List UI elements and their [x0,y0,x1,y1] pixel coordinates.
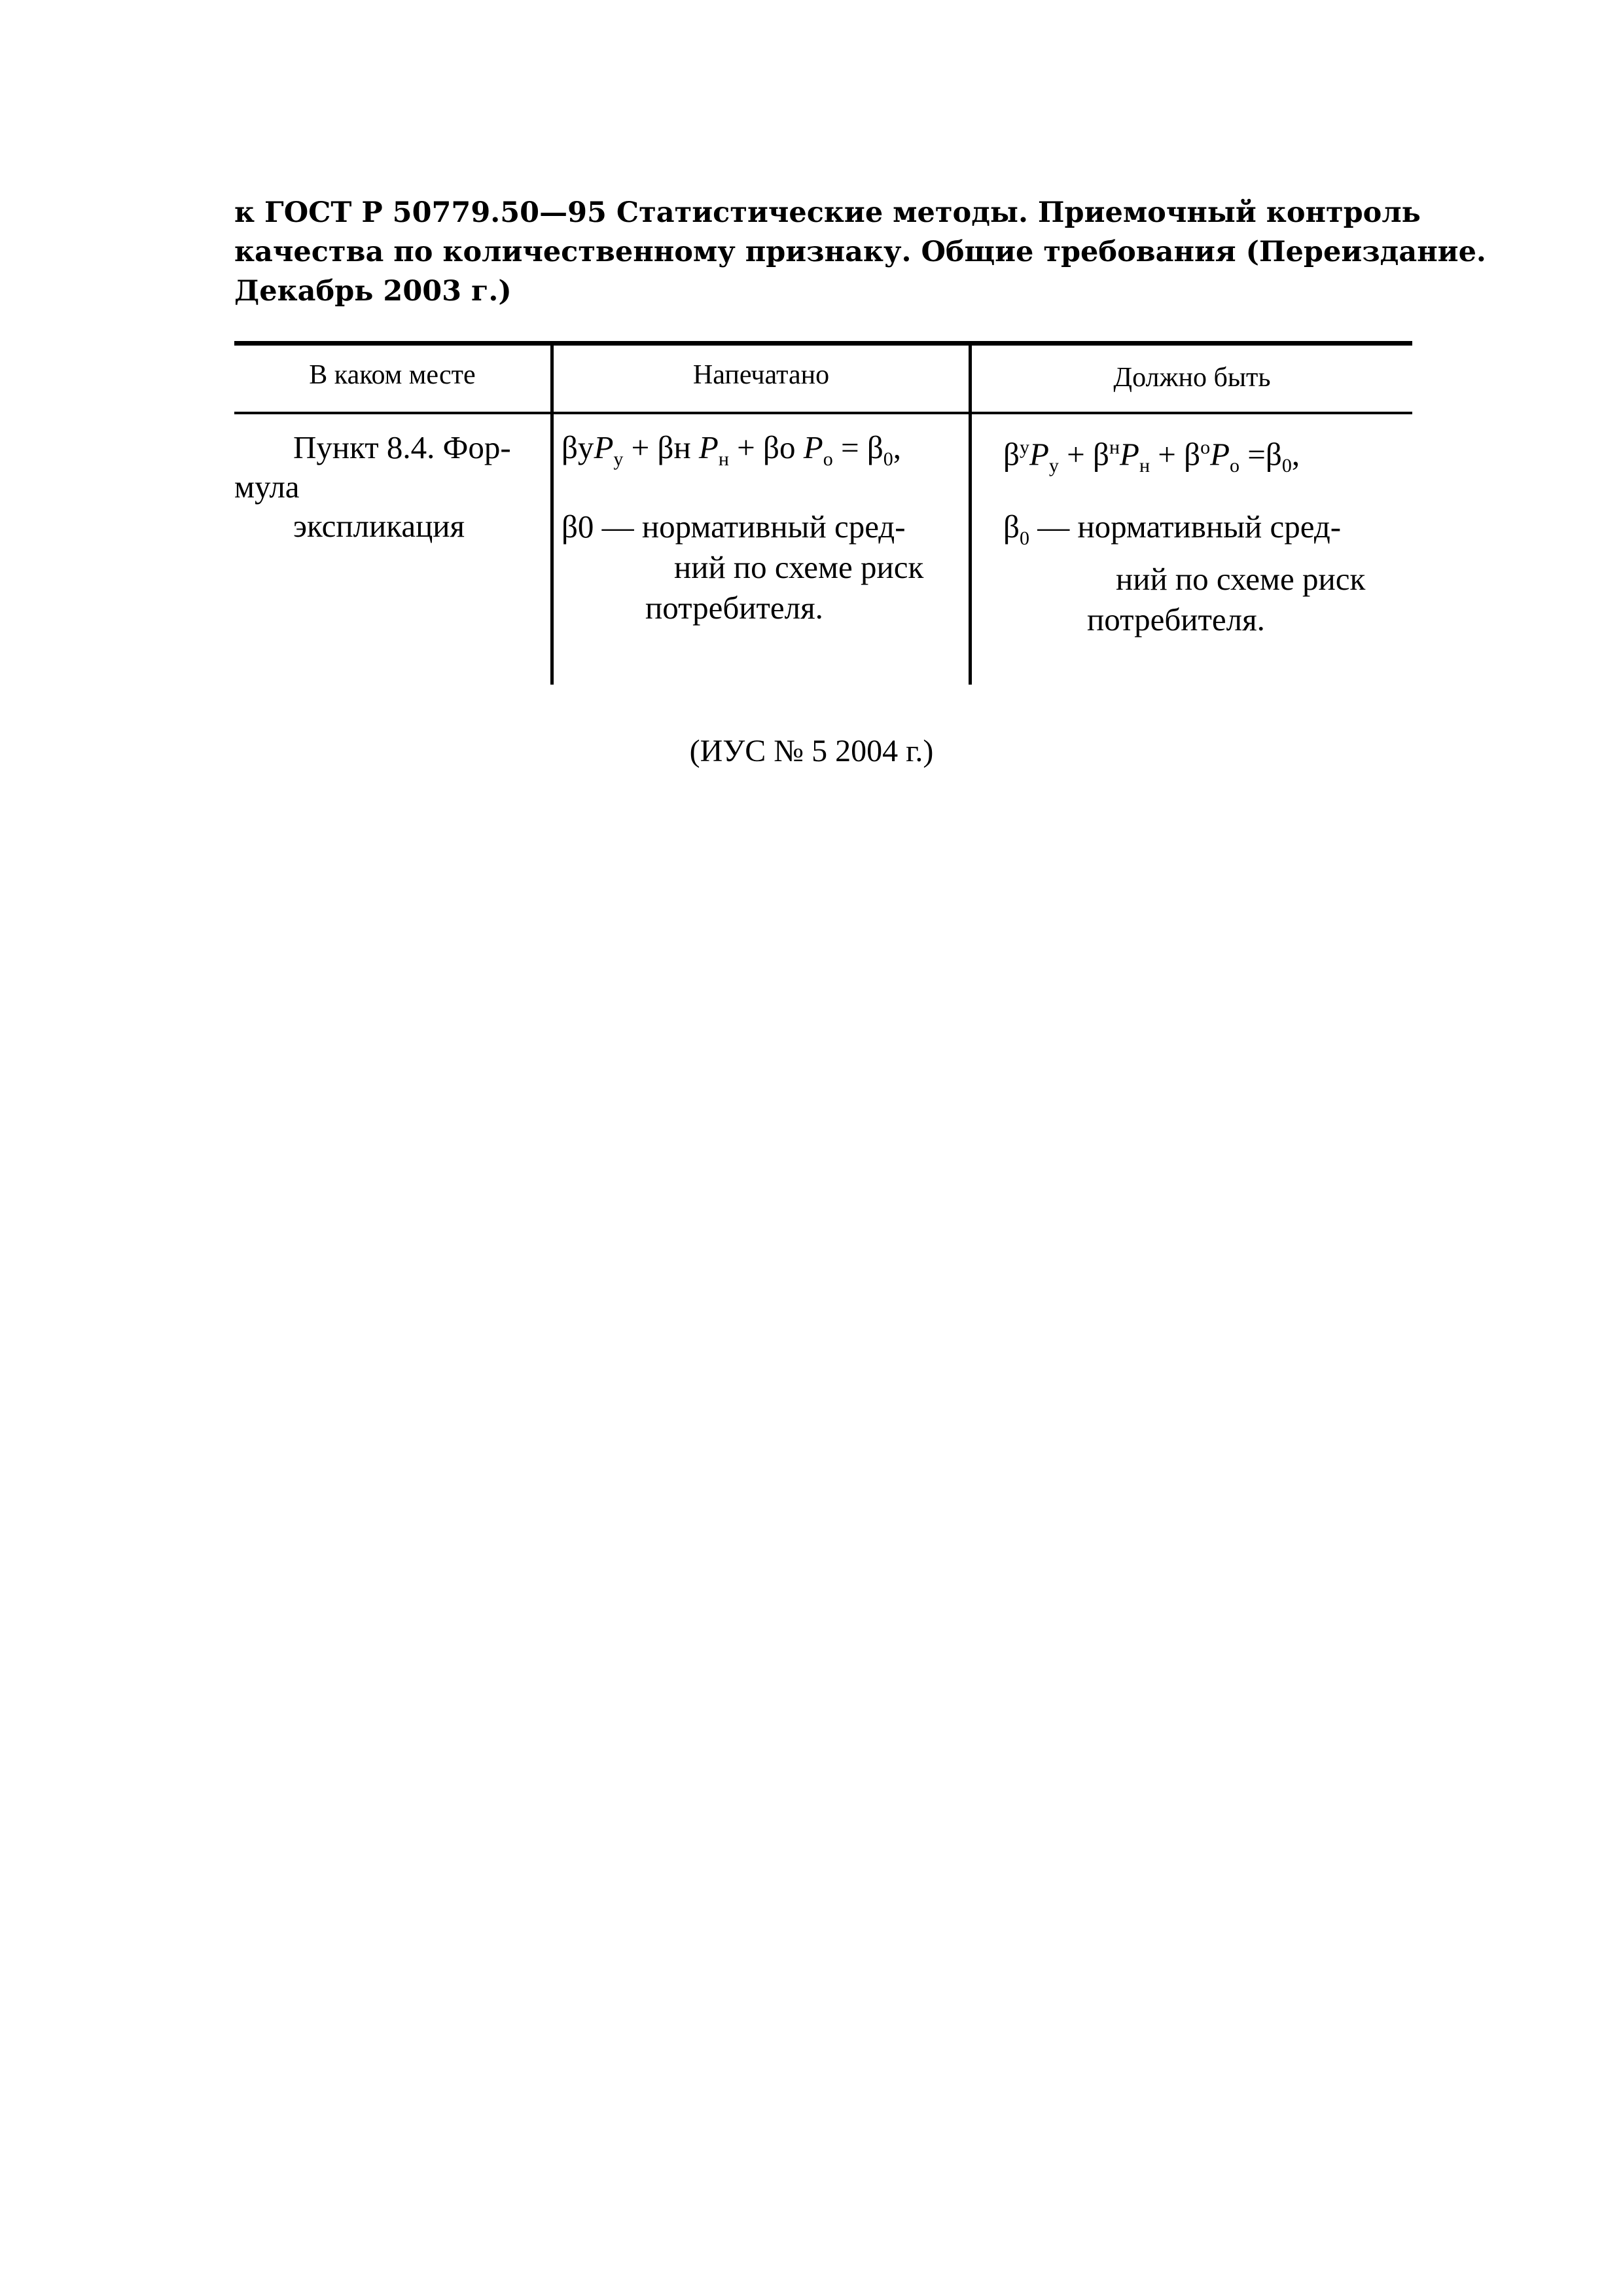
correct-expl-line-2: ний по схеме риск [1116,560,1366,597]
table-top-rule [234,341,1412,346]
correct-expl-line-1: $\beta_0$ — нормативный сред- [1003,509,1342,549]
header-printed: Напечатано [692,360,830,390]
printed-explication [562,507,923,628]
printed-expl-line-1: β0 — нормативный сред- [562,509,906,545]
title-line-3: Декабрь 2003 г.) [234,275,512,308]
document-title [234,193,1486,311]
printed-formula: βуP$_у$ + βн $P_н + \beta о$ $P_о = \beta_0$, [562,429,902,470]
header-correct: Должно быть [1113,363,1271,393]
location-line-1: Пункт 8.4. Фор- [293,429,511,465]
correct-formula: $\beta^уP_у + \beta^нP_н + \beta^оP_о =\beta_0$, [1003,436,1300,477]
title-line-2: качества по количественному признаку. Общие требования (Переиздание. [234,236,1486,268]
source-reference: (ИУС № 5 2004 г.) [689,734,934,768]
location-line-2: мула [234,469,300,505]
header-location: В каком месте [309,360,476,390]
printed-expl-line-2: ний по схеме риск [674,549,924,585]
errata-table [234,341,1412,685]
correct-expl-line-3: потребителя. [1087,601,1265,637]
column-divider-1 [550,341,554,685]
printed-expl-line-3: потребителя. [645,590,823,626]
table-header-rule [234,412,1412,414]
location-line-3: экспликация [293,508,465,544]
title-line-1: к ГОСТ Р 50779.50—95 Статистические методы. Приемочный контроль [234,196,1421,229]
correct-explication [1003,507,1365,640]
